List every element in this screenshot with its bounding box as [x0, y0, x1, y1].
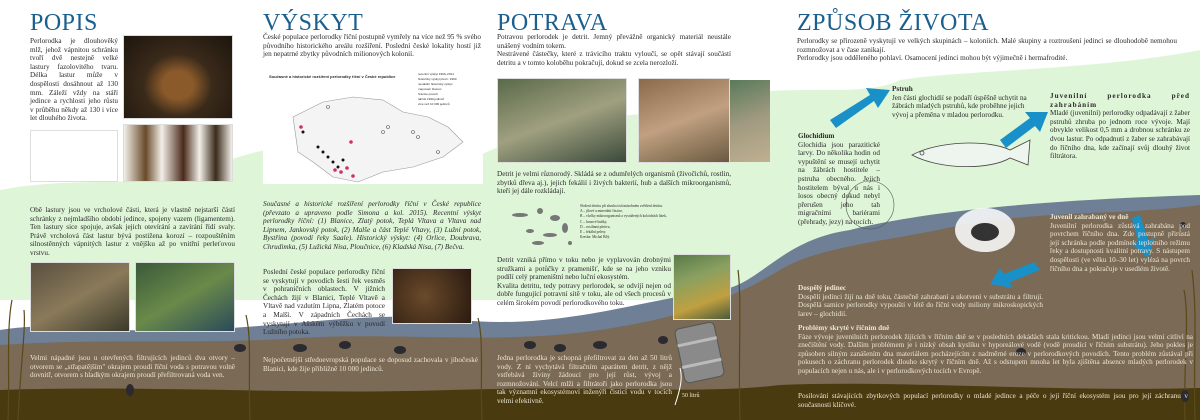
caption-line: E – fekální pelety. — [580, 230, 607, 235]
glochidium-title: Glochidium — [798, 132, 835, 140]
pstruh-block — [892, 85, 1042, 119]
keg-label: 50 litrů — [682, 393, 700, 399]
caption-line: Složení detritu při zhruba tisícinásobném zvětšení detritu. — [580, 204, 663, 208]
detritus-drawing — [510, 203, 580, 248]
zpusob-heading: ZPŮSOB ŽIVOTA — [797, 10, 989, 36]
legend-item: mapovací čtverec — [418, 87, 442, 91]
potrava-intro — [497, 33, 731, 67]
legend-item: více než 10 000 jedinců — [418, 102, 450, 106]
vyskyt-bottom-text: Nejpočetnější středoevropská populace se doposud zachovala v jihočeské Blanici, kde žije přibližně 10 000 jedinců. — [263, 356, 478, 373]
mussel-in-river-photo — [30, 130, 118, 182]
distribution-map — [263, 72, 483, 184]
caption-line: D – rostlinná pletiva, — [580, 224, 611, 229]
problemy-block — [798, 324, 1193, 376]
popis-intro: Perlorodka je dlouhověký mlž, jehož vápnitou schránku tvoří dvě nestejně velké lastury fazolovitého tvaru. Délka lastur může v dospělosti dosáhnout až 130 mm. Záleží vždy na stáří jedince a rychlosti jeho růstu v průběhu někdy až 130 i více let dlouhého života. — [30, 37, 118, 123]
potrava-heading: POTRAVA — [497, 10, 608, 36]
meadow-spring-photo — [673, 254, 731, 320]
pstruh-title: Pstruh — [892, 85, 913, 93]
problemy-text: Fáze vývoje juvenilních perlorodek žijících v říčním dně se v posledních dekádách stala kritickou. Mladí jedinci jsou velmi citliví na znečištění vody. Dalším problémem je i nízký obsah kyslíku v hyporeálové vodě (vodě proudící v říčním substrátu). Jeho pokles je způsoben silným zanášením dna materiálem pocházejícím z nadměrné eroze v perlorodkových povodích. Tento problém zůstával při pokusech o záchranu perlorodek dlouho skrytý v říčním dně. Až s odstupem mnoha let byla zjištěna absence mladých perlorodek v populacích nejen u nás, ale i v perlorodkových tocích v Evropě. — [798, 332, 1193, 375]
potrava-intro-2: Nestrávené částečky, které z trávicího traktu vyloučí, se opět stávají součástí detritu a v tomto koloběhu pokračují, dokud se zcela nerozloží. — [497, 50, 731, 67]
detritus-photo — [638, 78, 730, 163]
pstruh-text: Jen části glochidií se podaří úspěšně uchytit na žábrách mladých pstruhů, kde proběhne jejich vývoj a přeměna v mladou perlorodku. — [892, 93, 1027, 119]
zpusob-intro-1: Perlorodky se přirozeně vyskytují ve velkých skupinách – koloniích. Malé skupiny a roztroušení jedinci se dlouhodobě nemohou rozmnožovat a v čase zanikají. — [797, 37, 1177, 54]
zpusob-intro-2: Perlorodky jsou odděleného pohlaví. Osamocení jedinci mohou být výjimečně i hermafrodité. — [797, 54, 1068, 63]
dospely-title: Dospělý jedinec — [798, 284, 847, 292]
potrava-bottom-text: Jedna perlorodka je schopná přefiltrovat za den až 50 litrů vody. Z ní vychytává filtračním aparátem detrit, z nějž vstřebává živiny žádoucí pro její růst, vývoj a rozmnožování. Velcí mlži a filtrátoři jako perlorodka jsou tak významní ekosystémoví inženýři čisticí vodu v tocích velmi efektivně. — [497, 354, 672, 405]
stream-photo — [497, 78, 627, 163]
potrava-para-2: Detrit vzniká přímo v toku nebo je vyplavován drobnými stružkami a potůčky z pramenišť, kde se na jeho vzniku podílí celý prameništní nebo luční ekosystém. — [497, 256, 671, 282]
potrava-paragraph-1: Detrit je velmi různorodý. Skládá se z odumřelých organismů (živočichů, rostlin, zbytků dřeva aj.), jejich fekálií i živých bakterií, hub a dalších mikroorganismů, kteří jej dále rozkládají. — [497, 170, 731, 196]
czech-map — [263, 72, 483, 184]
potrava-paragraph-2 — [497, 256, 671, 308]
legend-item: recentní výskyt 1990–2014 — [418, 72, 454, 76]
caption-line: Kresba: Michal Bílý. — [580, 235, 611, 240]
dospely-block — [798, 284, 1043, 318]
juvenil-pred-title: Juvenilní perlorodka před zahrabáním — [1050, 92, 1190, 109]
juvenil-zahrabany-block — [1050, 213, 1190, 273]
riverbed-photo — [730, 80, 770, 162]
caption-line: C – houové buňky, — [580, 219, 608, 224]
open-mussel-photo — [30, 262, 130, 332]
shells-photo — [123, 124, 233, 182]
legend-item: hranice povodí — [418, 92, 438, 96]
juvenil-zahrabany-title: Juvenil zahrabaný ve dně — [1050, 213, 1129, 221]
mussel-photo — [123, 35, 233, 119]
caption-line: A – jílové a minerální částice, — [580, 209, 623, 214]
popis-paragraph: Obě lastury jsou ve vrcholové části, která je vlastně nejstarší částí schránky z nejmladšího období jedince, spojeny vazem (ligamentem). Ten lastury sice spojuje, avšak jejich otevírání a zavírání řídí svaly. Právě vrcholová část lastur bývá postižena korozí – rozpouštěním silnostěnných vápnitých lastur z vnějšku až po vnitřní perleťovou vrstvu. — [30, 206, 235, 257]
potrava-intro-1: Potravou perlorodek je detrit. Jemný převážně organický materiál neustále unášený vodním tokem. — [497, 33, 731, 50]
glochidium-block — [798, 132, 880, 227]
glochidium-text: Glochidia jsou parazitické larvy. Do několika hodin od vypuštění se musejí uchytit na žábrách hostitele – pstruha obecného. Jejich hostitelem býval u nás i losos obecný dokud nebyl přerušen jeho tah migračními bariérami (přehrady, jezy) na tocích. — [798, 140, 880, 226]
vyskyt-intro: České populace perlorodky říční postupně vymřely na více než 95 % svého původního historického areálu rozšíření. Poslední české lokality hostí již jen nepatrné zbytky původních milionových kolonií. — [263, 33, 481, 59]
problemy-title: Problémy skryté v říčním dně — [798, 324, 890, 332]
popis-heading: POPIS — [30, 10, 98, 36]
potrava-para-3: Kvalita detritu, tedy potravy perlorodek, se odvíjí nejen od dobře fungující potravní sítě v toku, ale od všech procesů v celém širokém povodí perlorodkového toku. — [497, 281, 671, 307]
mussels-underwater-photo — [135, 262, 235, 332]
detritus-figure-caption — [580, 204, 710, 240]
vyskyt-paragraph: Poslední české populace perlorodky říční se vyskytují v povodích šesti řek vesměs v pohraničních oblastech. V jižních Čechách žijí v Blanici, Teplé Vltavě a Vltavě nad vzdutím Lipna, Zlatém potoce a Malši. V západních Čechách se vyskytují v Ašském výběžku v povodí Lužního potoka. — [263, 268, 385, 337]
map-caption: Současné a historické rozšíření perlorodky říční v České republice (převzato a upraveno podle Simona a kol. 2015). Recentní výskyt perlorodky říční: (1) Blanice, Zlatý potok, Teplá Vltava a Vltava nad Lipnem, Jankovský potok, (2) Malše a část Teplé Vltavy, (3) Lužní potok, Bystřina (povodí řeky Saale). Historický výskyt: (4) Orlice, Doubrava, Chrudimka, (5) Lužická Nisa, Ploučnice, (6) Kladská Nisa, (7) Bečva. — [263, 200, 481, 251]
vyskyt-heading: VÝSKYT — [263, 10, 364, 36]
juvenil-zahrabany-text: Juvenilní perlorodka zůstává zahrabána pod povrchem říčního dna. Zde postupně přirůstá její schránka podle podmínek teplotního režimu řeky a dostupnosti kvalitní potravy. S nástupem dospělosti (ve věku 10–30 let) vylézá na povrch říčního dna a pokračuje v usedlém životě. — [1050, 221, 1190, 273]
mussels-colony-photo — [392, 268, 472, 324]
zpusob-intro — [797, 37, 1177, 63]
zpusob-final-text: Posilování stávajících zbytkových populací perlorodky o mladé jedince a péče o její říční ekosystém jsou pro její záchranu v současnosti klíčové. — [798, 392, 1188, 409]
legend-item: tah/ok 1990 jedinců — [418, 97, 445, 101]
legend-item: historický výskyt před r. 1990 — [418, 77, 457, 81]
map-title: Současné a historické rozšíření perlorodky říční v České republice — [269, 74, 396, 79]
caption-line: B – vločky mikroorganismů a vysrážených koloidních látek, — [580, 214, 667, 219]
dospely-text: Dospělí jedinci žijí na dně toku, částečně zahrabaní a ukotvení v substrátu a filtrují. Dospělá samice perlorodky vypouští v létě do říční vody miliony mikroskopických larev – glochidií. — [798, 292, 1043, 318]
juvenil-pred-block — [1050, 92, 1190, 161]
popis-bottom-text: Velmi nápadné jsou u otevřených filtrujících jedinců dva otvory – otvorem se „střapatějším" okrajem proudí říční voda s potravou volně dovnitř, otvorem s hladkým okrajem proudí přefiltrovaná voda ven. — [30, 354, 235, 380]
legend-item: nevalidní historický výskyt — [418, 82, 453, 86]
juvenil-pred-text: Mladé (juvenilní) perlorodky odpadávají z žaber pstruhů zhruba po jednom roce vývoje. Mají obvykle velikost 0,5 mm a drobnou schránku ze dvou lastur. Po odpadnutí z žaber se zahrabávají do říčního dna, kde začínají svůj dlouhý život filtrátora. — [1050, 109, 1190, 161]
